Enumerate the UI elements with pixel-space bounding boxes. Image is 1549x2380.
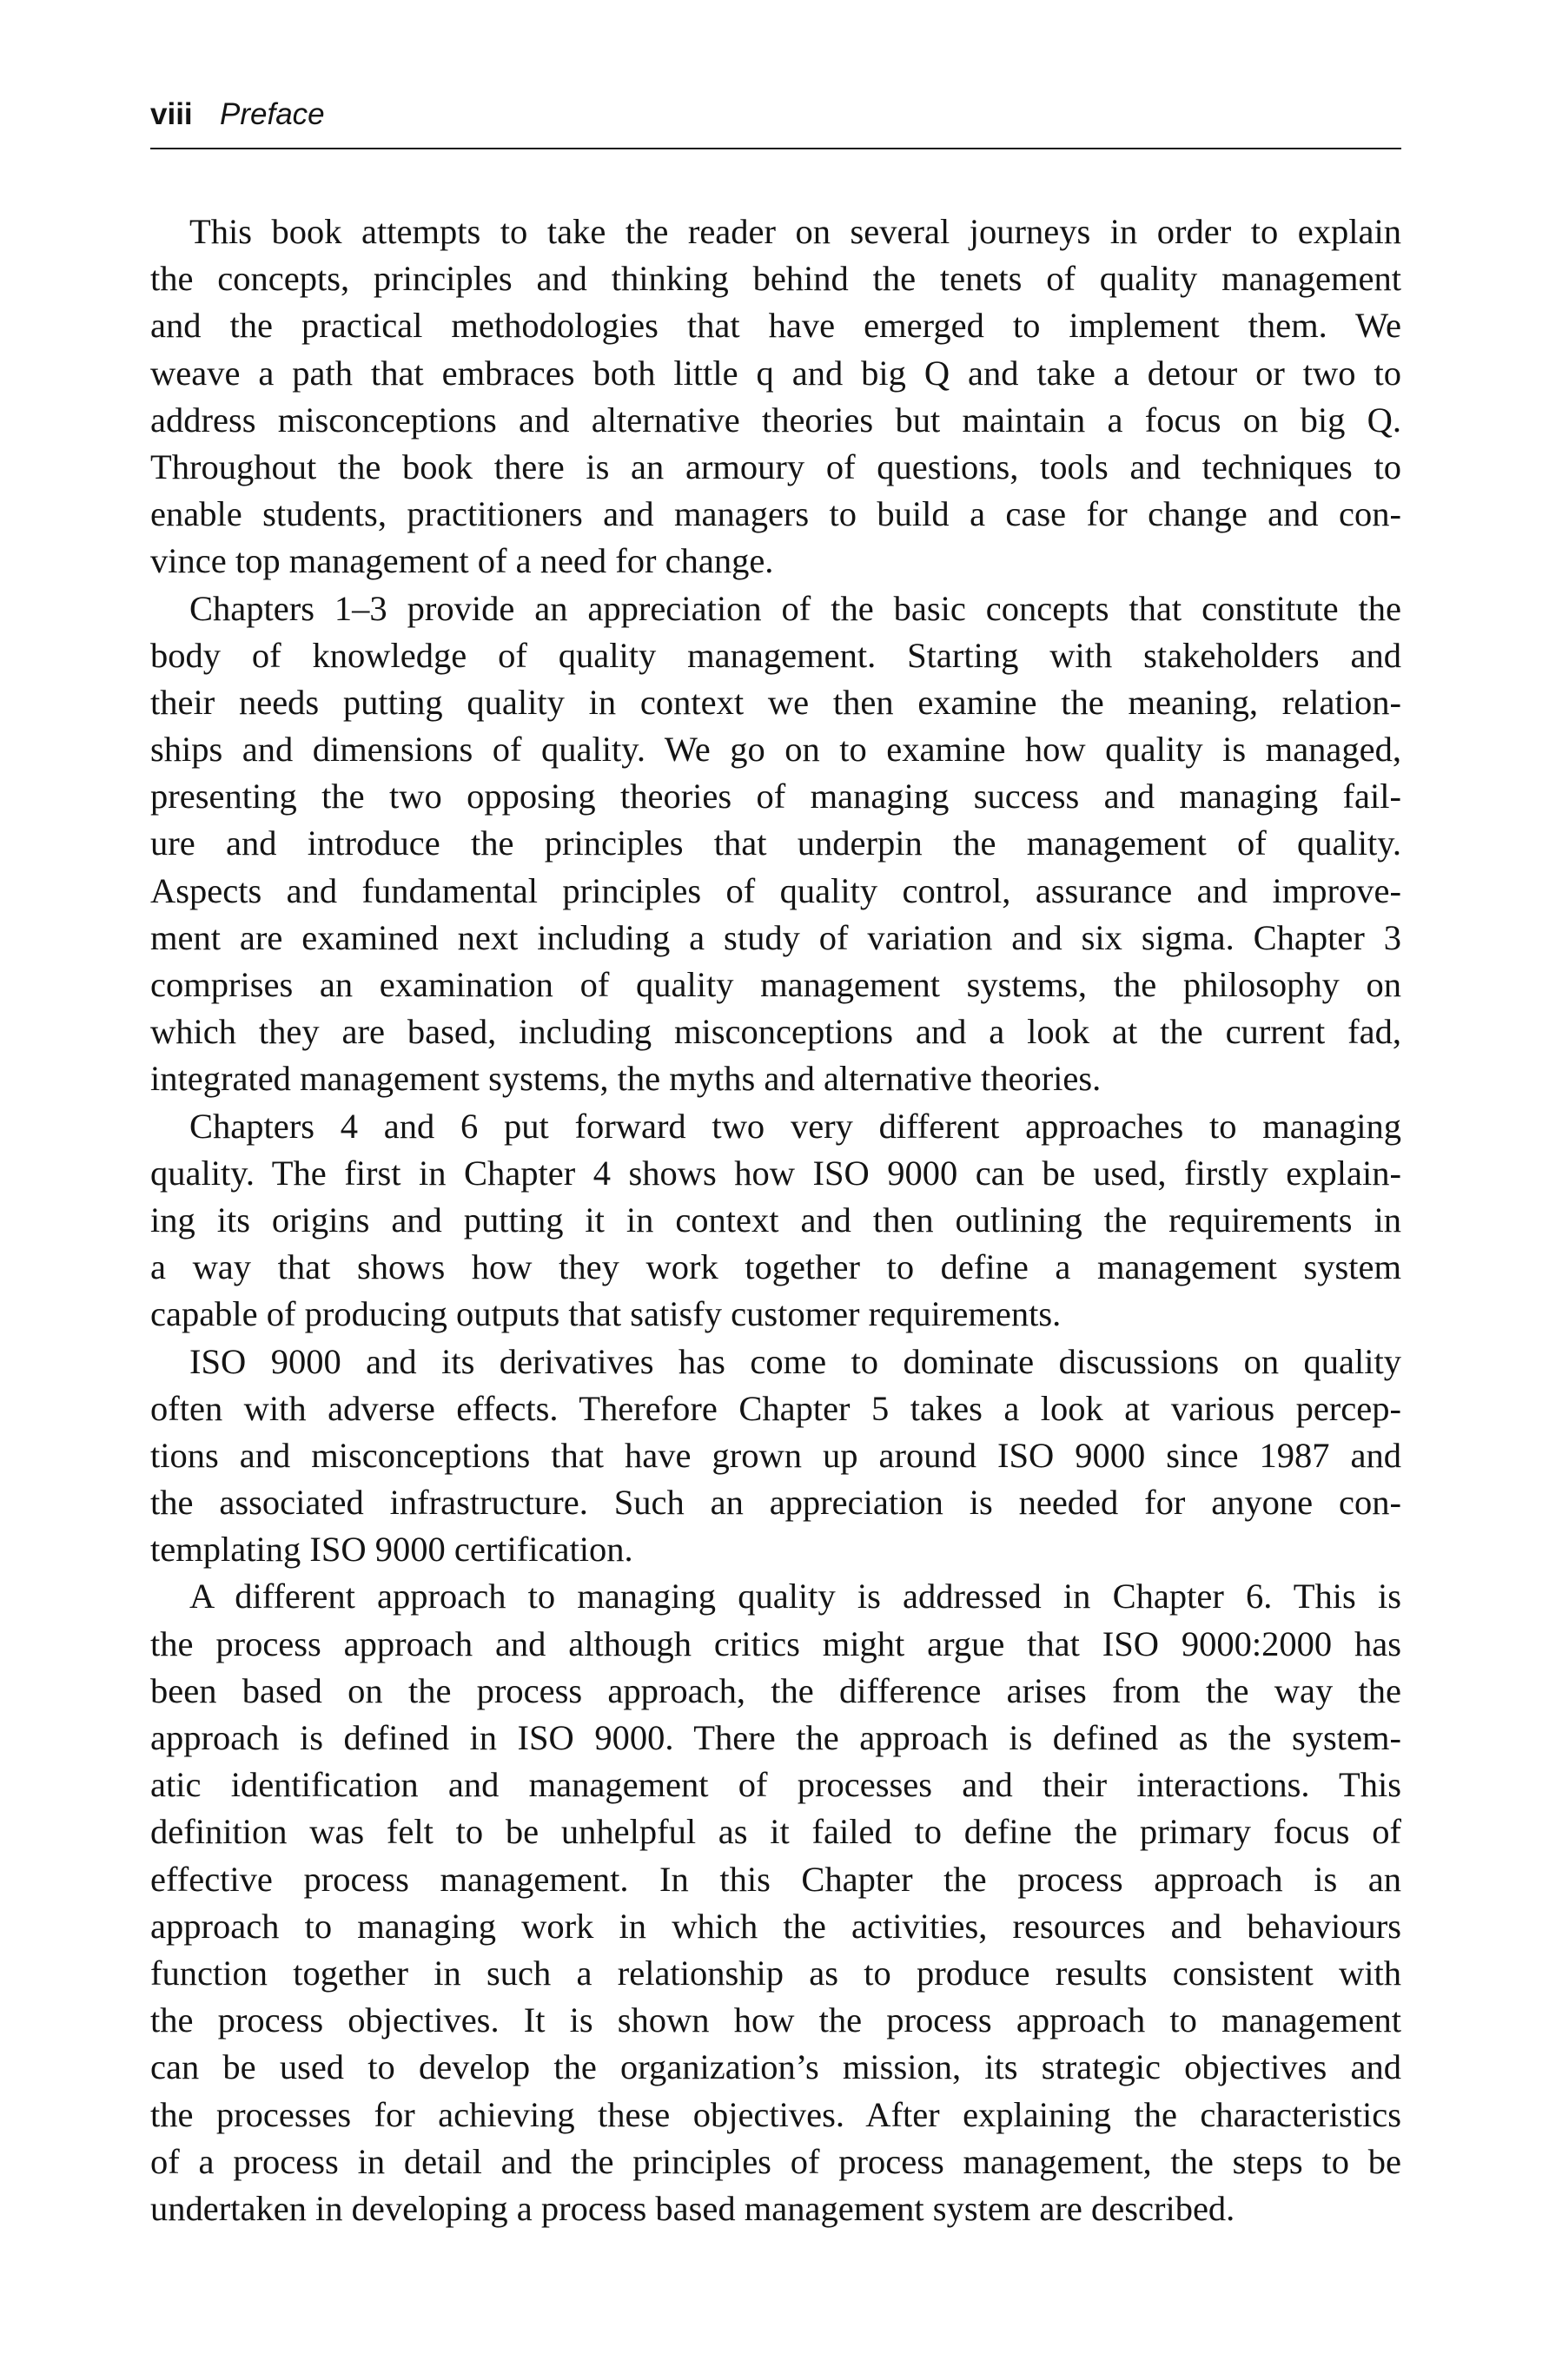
text-line: weave a path that embraces both little q and big Q and take a detour or two to xyxy=(150,353,1401,393)
page-header xyxy=(150,97,1401,149)
text-line: templating ISO 9000 certification. xyxy=(150,1530,633,1570)
text-line: the associated infrastructure. Such an appreciation is needed for anyone con- xyxy=(150,1483,1401,1523)
text-line: ships and dimensions of quality. We go on to examine how quality is managed, xyxy=(150,730,1401,770)
text-line: Throughout the book there is an armoury of questions, tools and techniques to xyxy=(150,446,1401,486)
running-head: Preface xyxy=(220,97,325,131)
paragraph xyxy=(150,208,1401,585)
paragraph xyxy=(150,1339,1401,1574)
text-line: of a process in detail and the principles of process management, the steps to be xyxy=(150,2141,1401,2181)
text-line: Aspects and fundamental principles of quality control, assurance and improve- xyxy=(150,870,1401,910)
text-line: quality. The first in Chapter 4 shows how ISO 9000 can be used, firstly explain- xyxy=(150,1153,1401,1193)
text-line: address misconceptions and alternative theories but maintain a focus on big Q. xyxy=(150,400,1401,440)
text-line: enable students, practitioners and managers to build a case for change and con- xyxy=(150,494,1401,534)
text-line: the process objectives. It is shown how the process approach to management xyxy=(150,2000,1401,2040)
text-line: undertaken in developing a process based management system are described. xyxy=(150,2188,1235,2228)
text-line: ure and introduce the principles that underpin the management of quality. xyxy=(150,823,1401,863)
text-line: been based on the process approach, the difference arises from the way the xyxy=(150,1670,1401,1710)
text-line: definition was felt to be unhelpful as it failed to define the primary focus of xyxy=(150,1812,1401,1852)
page-number: viii xyxy=(150,97,193,131)
text-line: tions and misconceptions that have grown up around ISO 9000 since 1987 and xyxy=(150,1435,1401,1475)
text-line: integrated management systems, the myths and alternative theories. xyxy=(150,1059,1102,1099)
text-line: body of knowledge of quality management. Starting with stakeholders and xyxy=(150,635,1401,675)
header-rule xyxy=(150,148,1401,149)
text-line: the processes for achieving these objectives. After explaining the characteristics xyxy=(150,2094,1401,2134)
text-line: A different approach to managing quality is addressed in Chapter 6. This is xyxy=(189,1577,1401,1616)
text-line: ment are examined next including a study of variation and six sigma. Chapter 3 xyxy=(150,917,1401,957)
text-line: which they are based, including misconceptions and a look at the current fad, xyxy=(150,1012,1401,1052)
text-line: function together in such a relationship as to produce results consistent with xyxy=(150,1953,1401,1993)
paragraph xyxy=(150,1103,1401,1339)
body-text xyxy=(150,208,1401,2232)
text-line: can be used to develop the organization’s mission, its strategic objectives and xyxy=(150,2047,1401,2087)
text-line: ISO 9000 and its derivatives has come to dominate discussions on quality xyxy=(189,1341,1401,1381)
text-line: capable of producing outputs that satisfy customer requirements. xyxy=(150,1294,1062,1334)
text-line: atic identification and management of processes and their interactions. This xyxy=(150,1765,1401,1805)
text-line: effective process management. In this Chapter the process approach is an xyxy=(150,1859,1401,1899)
text-line: a way that shows how they work together to define a management system xyxy=(150,1247,1401,1287)
text-line: vince top management of a need for change. xyxy=(150,541,774,581)
text-line: often with adverse effects. Therefore Chapter 5 takes a look at various percep- xyxy=(150,1388,1401,1428)
text-line: their needs putting quality in context we then examine the meaning, relation- xyxy=(150,682,1401,722)
text-line: presenting the two opposing theories of managing success and managing fail- xyxy=(150,777,1401,816)
text-line: ing its origins and putting it in context and then outlining the requirements in xyxy=(150,1200,1401,1240)
text-line: Chapters 4 and 6 put forward two very different approaches to managing xyxy=(189,1106,1401,1146)
text-line: approach is defined in ISO 9000. There the approach is defined as the system- xyxy=(150,1718,1401,1757)
paragraph xyxy=(150,1573,1401,2232)
text-line: the concepts, principles and thinking behind the tenets of quality management xyxy=(150,259,1401,299)
text-line: This book attempts to take the reader on several journeys in order to explain xyxy=(189,212,1401,251)
paragraph xyxy=(150,585,1401,1103)
text-line: the process approach and although critics might argue that ISO 9000:2000 has xyxy=(150,1623,1401,1663)
text-line: approach to managing work in which the activities, resources and behaviours xyxy=(150,1906,1401,1946)
text-line: and the practical methodologies that have emerged to implement them. We xyxy=(150,306,1401,346)
text-line: comprises an examination of quality management systems, the philosophy on xyxy=(150,965,1401,1004)
text-line: Chapters 1–3 provide an appreciation of the basic concepts that constitute the xyxy=(189,588,1401,628)
